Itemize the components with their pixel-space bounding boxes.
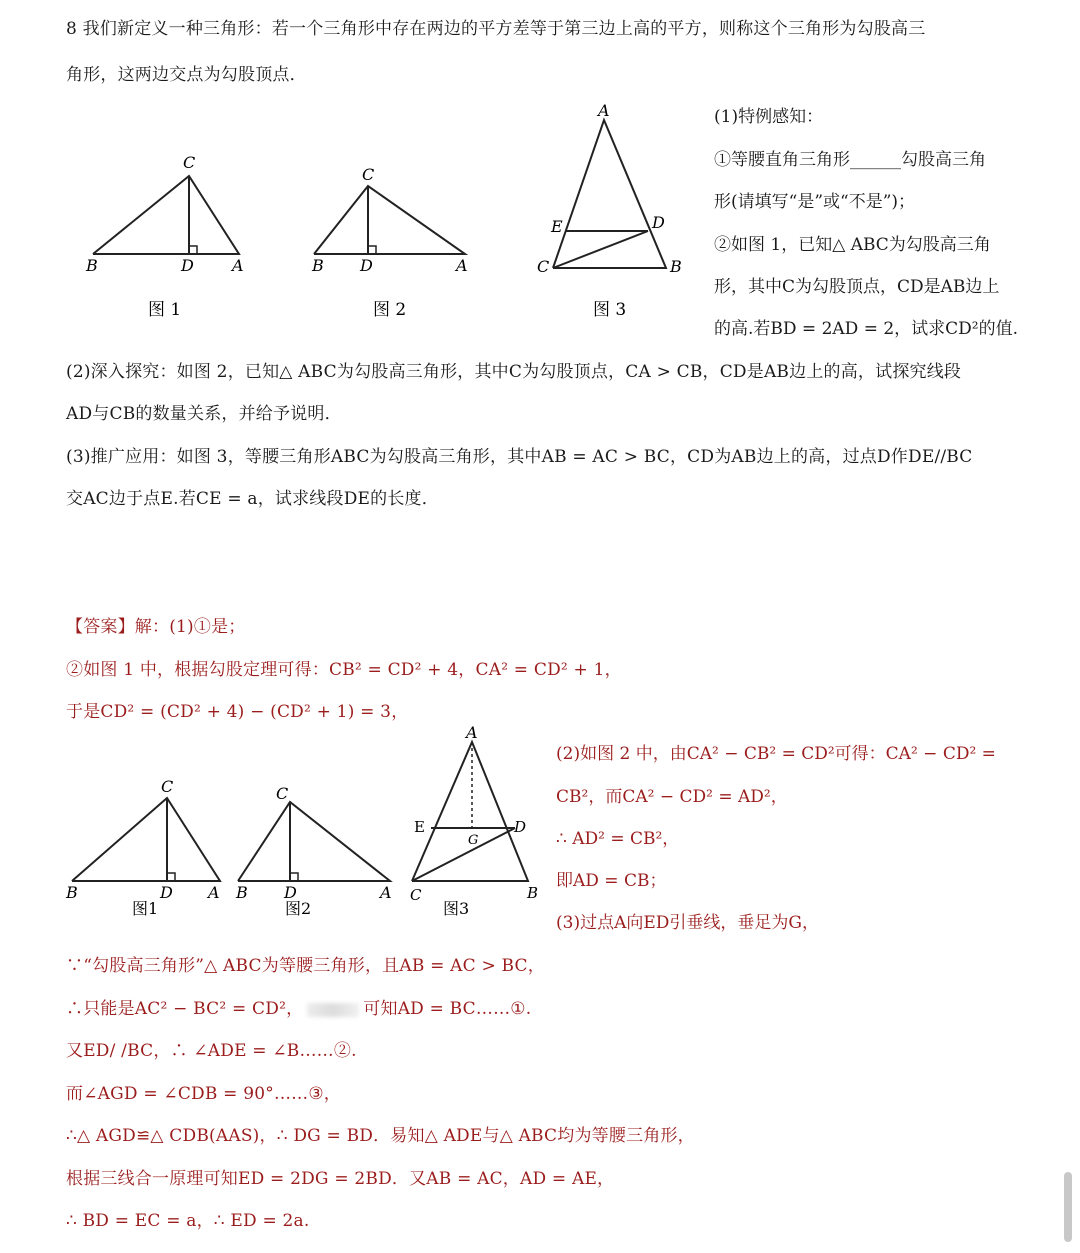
answer-fig1-right-angle	[167, 873, 175, 881]
answer-fig1-label-d: D	[160, 883, 173, 902]
answer-part2-line4: 即AD = CB；	[556, 871, 667, 891]
fig2-label-a: A	[456, 256, 468, 275]
answer-fig2-right-angle	[290, 873, 298, 881]
problem-intro-line1: 8 我们新定义一种三角形：若一个三角形中存在两边的平方差等于第三边上高的平方，则称这个三角形为勾股高三	[66, 19, 926, 39]
answer-fig3-label-e: E	[414, 818, 425, 836]
answer-fig3-label-d: D	[514, 818, 527, 836]
fig3-segment-cd	[553, 231, 648, 268]
answer-fig3-label-g: G	[468, 833, 479, 848]
figure-1	[93, 176, 239, 254]
answer-line6: 又ED/ /BC，∴ ∠ADE = ∠B……②.	[66, 1041, 357, 1061]
answer-line8: ∴△ AGD≌△ CDB(AAS)，∴ DG = BD．易知△ ADE与△ ABC均为等腰三角形，	[66, 1126, 695, 1146]
answer-line10: ∴ BD = EC = a，∴ ED = 2a.	[66, 1211, 310, 1231]
fig3-label-c: C	[537, 257, 550, 276]
answer-figure-2	[238, 802, 390, 881]
answer-fig1-label-b: B	[66, 883, 78, 902]
fig2-label-c: C	[362, 165, 375, 184]
problem-figures	[0, 90, 700, 340]
answer-part3-line1: (3)过点A向ED引垂线，垂足为G，	[556, 913, 819, 933]
blurred-region	[307, 1003, 359, 1017]
fig1-label-d: D	[181, 256, 194, 275]
fig1-right-angle	[189, 246, 197, 254]
part2-line1: (2)深入探究：如图 2，已知△ ABC为勾股高三角形，其中C为勾股顶点，CA > CB，CD是AB边上的高，试探究线段	[66, 362, 962, 382]
fig3-label-e: E	[551, 217, 563, 236]
scrollbar-thumb[interactable]	[1064, 1172, 1072, 1242]
answer-fig3-label-c: C	[410, 886, 422, 904]
figure-3	[553, 120, 666, 268]
fig1-label-a: A	[232, 256, 244, 275]
answer-line2: ②如图 1 中，根据勾股定理可得：CB² = CD² + 4，CA² = CD² + 1，	[66, 660, 622, 680]
part3-line1: (3)推广应用：如图 3，等腰三角形ABC为勾股高三角形，其中AB = AC > BC，CD为AB边上的高，过点D作DE//BC	[66, 447, 973, 467]
answer-line5-part2: 可知AD = BC……①.	[363, 999, 532, 1019]
fig3-caption: 图 3	[593, 300, 627, 320]
fig1-triangle	[93, 176, 239, 254]
answer-fig2-caption: 图2	[285, 899, 312, 918]
fig2-caption: 图 2	[373, 300, 407, 320]
answer-fig2-triangle	[238, 802, 390, 881]
figure-2	[314, 186, 465, 254]
answer-fig1-triangle	[72, 798, 220, 881]
fig1-label-c: C	[183, 153, 196, 172]
answer-fig3-triangle	[412, 742, 528, 881]
answer-line1: 【答案】解：(1)①是；	[66, 617, 246, 637]
answer-part2-line2: CB²，而CA² − CD² = AD²，	[556, 787, 788, 807]
part3-line2: 交AC边于点E.若CE = a，试求线段DE的长度．	[66, 489, 439, 509]
answer-line5	[66, 994, 531, 1019]
fig2-label-b: B	[312, 256, 324, 275]
answer-figure-3	[412, 742, 528, 881]
answer-line5-part1: ∴只能是AC² − BC² = CD²，	[66, 999, 304, 1019]
answer-fig2-label-d: D	[284, 883, 297, 902]
answer-figures	[0, 722, 545, 932]
answer-fig3-caption: 图3	[443, 899, 470, 918]
answer-fig3-segment-cd	[412, 828, 515, 881]
part2-line2: AD与CB的数量关系，并给予说明．	[66, 404, 342, 424]
fig2-label-d: D	[360, 256, 373, 275]
part1-title: (1)特例感知：	[714, 107, 824, 127]
answer-fig2-label-b: B	[236, 883, 248, 902]
part1-q2-line1: ②如图 1，已知△ ABC为勾股高三角	[714, 235, 991, 255]
answer-fig3-label-a: A	[466, 723, 478, 742]
answer-line4: ∵“勾股高三角形”△ ABC为等腰三角形，且AB = AC > BC，	[66, 956, 545, 976]
answer-line7: 而∠AGD = ∠CDB = 90°……③，	[66, 1084, 341, 1104]
fig1-caption: 图 1	[148, 300, 182, 320]
answer-fig1-caption: 图1	[132, 899, 159, 918]
fig3-label-a: A	[598, 101, 610, 120]
fig3-label-b: B	[670, 257, 682, 276]
fig3-label-d: D	[652, 213, 665, 232]
part1-q2-line2: 形，其中C为勾股顶点，CD是AB边上	[714, 277, 1000, 297]
answer-figure-1	[72, 798, 220, 881]
part1-q1-line1: ①等腰直角三角形______勾股高三角	[714, 150, 986, 170]
part1-q1-line2: 形(请填写“是”或“不是”)；	[714, 192, 916, 212]
answer-fig2-label-c: C	[276, 784, 289, 803]
answer-part2-line1: (2)如图 2 中，由CA² − CB² = CD²可得：CA² − CD² =	[556, 744, 996, 764]
answer-fig1-label-a: A	[208, 883, 220, 902]
fig1-label-b: B	[86, 256, 98, 275]
fig2-right-angle	[368, 246, 376, 254]
answer-line9: 根据三线合一原理可知ED = 2DG = 2BD．又AB = AC，AD = AE，	[66, 1169, 615, 1189]
answer-fig2-label-a: A	[380, 883, 392, 902]
answer-line3: 于是CD² = (CD² + 4) − (CD² + 1) = 3，	[66, 702, 409, 722]
problem-intro-line2: 角形，这两边交点为勾股顶点．	[66, 65, 307, 85]
answer-fig3-label-b: B	[527, 884, 539, 902]
part1-q2-line3: 的高.若BD = 2AD = 2，试求CD²的值.	[714, 319, 1019, 339]
answer-part2-line3: ∴ AD² = CB²，	[556, 829, 680, 849]
answer-fig1-label-c: C	[161, 777, 174, 796]
fig2-triangle	[314, 186, 465, 254]
